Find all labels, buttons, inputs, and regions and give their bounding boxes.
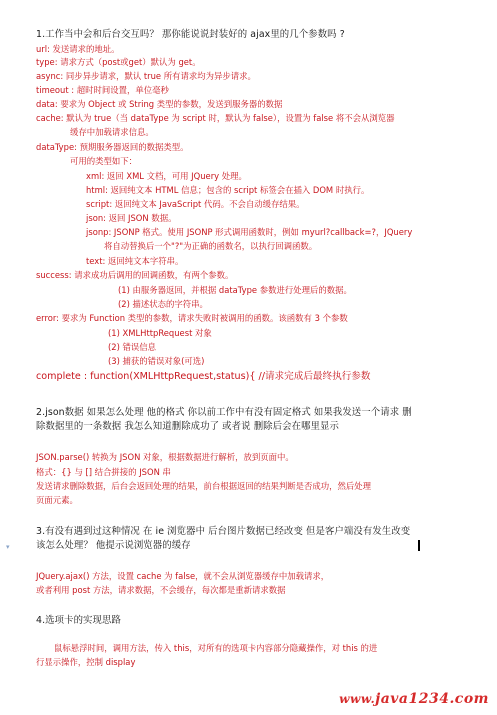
question-3: 3.有没有遇到过这种情况 在 ie 浏览器中 后台图片数据已经改变 但是客户端没有发生改变 (36, 526, 411, 537)
error-arg-2: (2) 错误信息 (108, 342, 157, 352)
param-datatype: dataType: 预期服务器返回的数据类型。 (36, 142, 189, 152)
answer-3-ajax: JQuery.ajax() 方法，设置 cache 为 false，就不会从浏览器缓存中加载请求， (36, 571, 330, 581)
question-4: 4.选项卡的实现思路 (36, 615, 121, 626)
datatype-script: script: 返回纯文本 JavaScript 代码。不会自动缓存结果。 (86, 199, 305, 209)
text-cursor (418, 540, 420, 551)
watermark (339, 691, 489, 707)
answer-2-format: 格式：{} 与 [] 结合拼接的 JSON 串 (36, 467, 171, 477)
error-arg-3: (3) 捕获的错误对象(可选) (108, 356, 205, 366)
question-3-cont: 该怎么处理？ 他提示说浏览器的缓存 (36, 540, 191, 551)
watermark-suffix: .com (449, 691, 489, 707)
datatype-jsonp-cont: 将自动替换后一个"?"为正确的函数名，以执行回调函数。 (104, 241, 318, 251)
answer-2-parse: JSON.parse() 转换为 JSON 对象，根据数据进行解析，放到页面中。 (36, 452, 294, 462)
question-2-cont: 除数据里的一条数据 我怎么知道删除成功了 或者说 删除后会在哪里显示 (36, 421, 339, 432)
param-timeout: timeout : 超时时间设置，单位毫秒 (36, 85, 169, 95)
datatype-text: text: 返回纯文本字符串。 (86, 256, 184, 266)
param-cache: cache: 默认为 true（当 dataType 为 script 时，默认为 false），设置为 false 将不会从浏览器 (36, 113, 395, 123)
watermark-main: java1234 (375, 691, 450, 707)
answer-3-post: 或者利用 post 方法，请求数据，不会缓存，每次都是重新请求数据 (36, 585, 286, 595)
param-async: async: 同步异步请求，默认 true 所有请求均为异步请求。 (36, 71, 256, 81)
param-url: url: 发送请求的地址。 (36, 44, 120, 54)
answer-2-delete-cont: 页面元素。 (36, 495, 78, 505)
margin-marker-icon: ▾ (6, 543, 10, 551)
answer-2-delete: 发送请求删除数据，后台会返回处理的结果，前台根据返回的结果判断是否成功，然后处理 (36, 481, 371, 491)
param-data: data: 要求为 Object 或 String 类型的参数，发送到服务器的数据 (36, 99, 283, 109)
datatype-jsonp: jsonp: JSONP 格式。使用 JSONP 形式调用函数时，例如 myurl?callback=?，JQuery (86, 227, 413, 237)
param-error: error: 要求为 Function 类型的参数，请求失败时被调用的函数。该函数有 3 个参数 (36, 313, 348, 323)
question-1: 1.工作当中会和后台交互吗？ 那你能说说封装好的 ajax里的几个参数吗 ? (36, 29, 345, 40)
watermark-prefix: www. (339, 692, 376, 706)
param-success: success: 请求成功后调用的回调函数，有两个参数。 (36, 270, 234, 280)
param-complete: complete : function(XMLHttpRequest,status){ //请求完成后最终执行参数 (36, 371, 371, 382)
datatype-html: html: 返回纯文本 HTML 信息；包含的 script 标签会在插入 DOM 时执行。 (86, 185, 370, 195)
question-2: 2.json数据 如果怎么处理 他的格式 你以前工作中有没有固定格式 如果我发送一个请求 删 (36, 407, 412, 418)
param-type: type: 请求方式（post或get）默认为 get。 (36, 57, 201, 67)
answer-4: 鼠标悬浮时间，调用方法，传入 this，对所有的选项卡内容部分隐藏操作，对 this 的进 (54, 643, 378, 653)
answer-4-cont: 行显示操作，控制 display (36, 657, 136, 667)
param-cache-cont: 缓存中加载请求信息。 (70, 127, 154, 137)
error-arg-1: (1) XMLHttpRequest 对象 (108, 328, 212, 338)
datatype-intro: 可用的类型如下： (70, 156, 137, 166)
success-arg-1: (1) 由服务器返回，并根据 dataType 参数进行处理后的数据。 (118, 285, 352, 295)
datatype-xml: xml: 返回 XML 文档，可用 JQuery 处理。 (86, 171, 247, 181)
datatype-json: json: 返回 JSON 数据。 (86, 213, 177, 223)
success-arg-2: (2) 描述状态的字符串。 (118, 299, 208, 309)
